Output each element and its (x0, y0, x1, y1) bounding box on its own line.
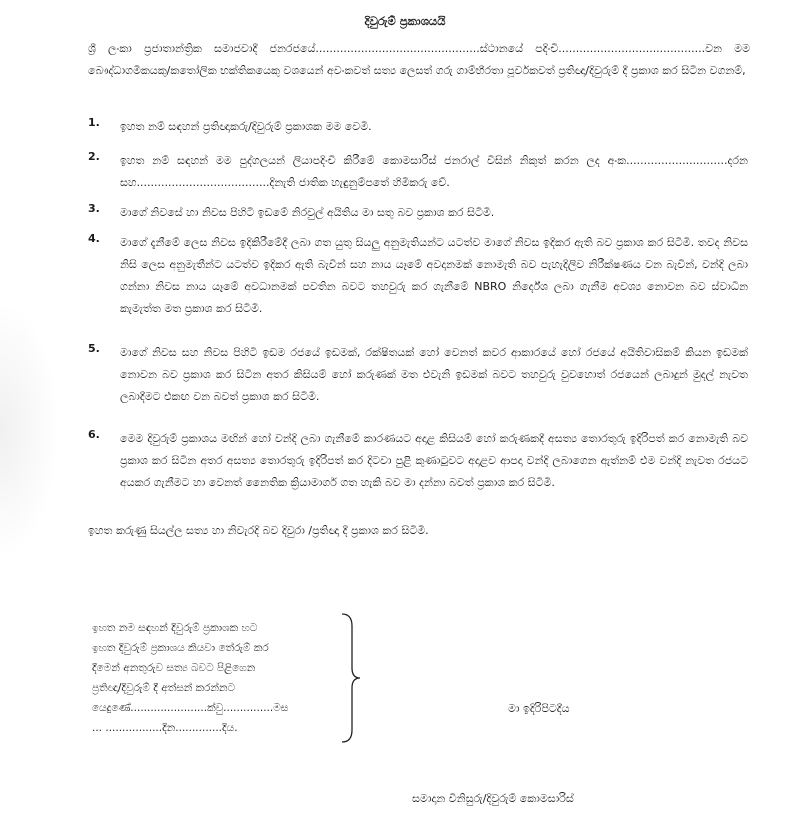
paragraph-number-1: 1. (88, 116, 100, 129)
attestation-line: ප්‍රතිඥා/දිවුරුම් දී අත්සන් කරන්නට (92, 682, 236, 694)
intro-paragraph: ශ්‍රී ලංකා ප්‍රජාතාන්ත්‍රික සමාජවාදී ජනරජයේ...............................................ස්ථානයේ පදිංචි..........................................වන මම බෞද්ධාගමිකයකු/කතෝලික භක්තිකයෙකු වශයෙන් අවංකවත් සත්‍ය ලෙසත් ගරු ගාම්භීරතා පූර්වකවත් ප්‍රතිඥා/දිවුරුම් දී ප්‍රකාශ කර සිටින වගනම්, (88, 42, 750, 77)
right-brace-icon (340, 612, 362, 744)
scan-shadow (0, 300, 60, 560)
paragraph-3: මාගේ නිවසේ හා නිවස පිහිටි ඉඩමේ නිරවුල් අයිතිය මා සතු බව ප්‍රකාශ කර සිටිමි. (120, 206, 495, 219)
paragraph-1: ඉහත නම් සඳහන් ප්‍රතිඥාකරු/දිවුරුම් ප්‍රකාශක මම වෙමි. (120, 120, 372, 133)
attestation-block (92, 618, 342, 748)
document-title: දිවුරුම් ප්‍රකාශයයි (364, 14, 446, 28)
declarant-signature-label: මා ඉදිරිපිටදීය (508, 702, 570, 715)
closing-statement: ඉහත කරුණු සියල්ල සත්‍ය හා නිවැරදි බව දිවුරා /ප්‍රතිඥා දී ප්‍රකාශ කර සිටිමි. (88, 524, 429, 537)
paragraph-2: ඉහත නම් සඳහන් මම පුද්ගලයන් ලියාපදිංචි කිරීමේ කොමසාරිස් ජනරාල් විසින් නිකුත් කරන ලද අංක.............................දරන සහ......................................දිනැති ජාතික හැඳුනුම්පතේ හිමිකරු වේ. (120, 154, 748, 189)
attestation-line: දීමෙන් අනතුරුව සත්‍ය බවට පිළිගෙන (92, 662, 256, 674)
paragraph-number-3: 3. (88, 202, 100, 215)
paragraph-number-6: 6. (88, 428, 100, 441)
attestation-line: ඉහත දිවුරුම් ප්‍රකාශය කියවා තේරුම් කර (92, 642, 269, 654)
paragraph-4: මාගේ දැනීමේ ලෙස නිවස ඉදිකිරීමේදී ලබා ගත යුතු සියලු අනුමැතියන්ට යටත්ව මාගේ නිවස ඉදිකර ඇති බව ප්‍රකාශ කර සිටිමි. තවද නිවස නිසි ලෙස අනුමැතීන්ට යටත්ව ඉදිකර ඇති බැවින් සහ නාය යෑමේ අවදානමක් නොමැති බව පැහැදිලිව නිරීක්ෂණය වන බැවින්, වන්දි ලබා ගන්නා නිවස නාය යෑමේ අවධානමක් පවතින බවට තහවුරු කර ගැනීමේ NBRO නිර්දේශ ලබා ගැනීම අවශ්‍ය නොවන බව ස්වාධීන කැමැත්ත මත ප්‍රකාශ කර සිටිමි. (120, 236, 748, 315)
paragraph-6: මෙම දිවුරුම් ප්‍රකාශය මඟින් හෝ වන්දි ලබා ගැනීමේ කාරණයට අදාළ කිසියම් හෝ කරුණකදී අසත්‍ය තොරතුරු ඉදිරිපත් කර නොමැති බව ප්‍රකාශ කර සිටින අතර අසත්‍ය තොරතුරු ඉදිරිපත් කර දිටවා පුළි කුණාටුවට අදාළව ආපදා වන්දි ලබාගෙන ඇත්නම් එම වන්දි නැවත රජයට අයකර ගැනීමට හා වෙනත් නෛතික ක්‍රියාමාර්ග ගත හැකි බව මා දන්නා බවත් ප්‍රකාශ කර සිටිමි. (120, 432, 748, 489)
paragraph-number-4: 4. (88, 232, 100, 245)
attestation-day-line: ... .................දින..............දිය. (92, 722, 238, 734)
paragraph-number-5: 5. (88, 342, 100, 355)
attestation-date-line: යෙදුණේ.......................ක්වු...............මස (92, 702, 289, 714)
paragraph-number-2: 2. (88, 150, 100, 163)
paragraph-5: මාගේ නිවස සහ නිවස පිහිටි ඉඩම රජයේ ඉඩමක්, රක්ෂිතයක් හෝ වෙනත් කවර ආකාරයේ හෝ රජයේ අයිතිවාසිකම් කියන ඉඩමක් නොවන බව ප්‍රකාශ කර සිටින අතර කිසියම් හෝ කරුණක් මත එවැනි ඉඩමක් බවට තහවුරු වුවහොත් රජයෙන් ලබාදුන් මුදල් නැවත ලබාදීමට එකඟ වන බවත් ප්‍රකාශ කර සිටිමි. (120, 346, 748, 403)
attestation-line: ඉහත නම සඳහන් දිවුරුම් ප්‍රකාශක හට (92, 622, 258, 634)
commissioner-signature-label: සමාදාන විනිසුරු/දිවුරුම් කොමසාරිස් (412, 792, 574, 805)
